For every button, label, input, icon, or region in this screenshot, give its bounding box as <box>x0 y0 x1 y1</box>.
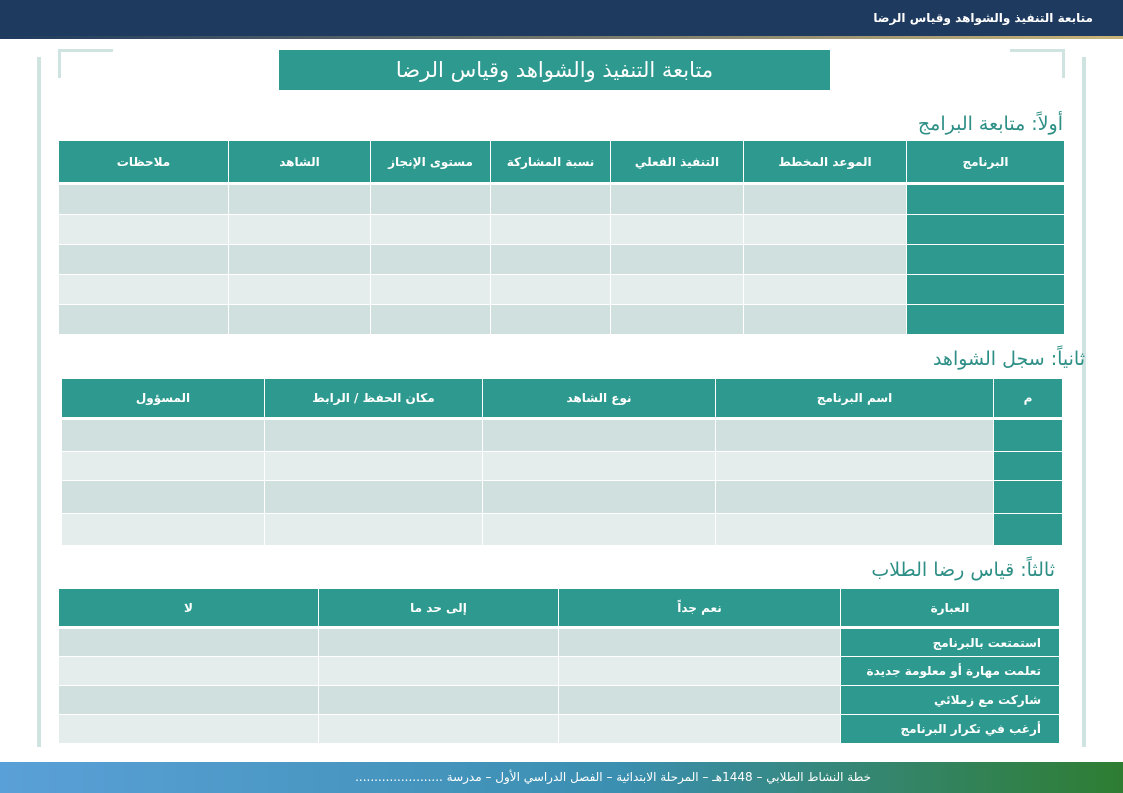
answer-cell[interactable] <box>59 629 318 656</box>
statement-cell: تعلمت مهارة أو معلومة جديدة <box>841 657 1059 685</box>
table-cell[interactable] <box>62 420 264 451</box>
table-row <box>59 305 1064 334</box>
header-title: متابعة التنفيذ والشواهد وقياس الرضا <box>873 11 1093 25</box>
table-cell[interactable] <box>229 275 370 304</box>
table-cell[interactable] <box>371 305 490 334</box>
answer-cell[interactable] <box>319 686 558 714</box>
table-cell[interactable] <box>716 481 993 513</box>
answer-cell[interactable] <box>319 657 558 685</box>
col-statement: العبارة <box>841 589 1059 626</box>
frame-left-border <box>37 57 41 747</box>
table-cell[interactable] <box>716 420 993 451</box>
table-row <box>59 275 1064 304</box>
table-cell[interactable] <box>265 452 482 480</box>
table-cell[interactable] <box>59 245 228 274</box>
answer-cell[interactable] <box>559 657 840 685</box>
number-cell[interactable] <box>994 452 1062 480</box>
table-cell[interactable] <box>59 305 228 334</box>
answer-cell[interactable] <box>559 686 840 714</box>
table-cell[interactable] <box>491 185 610 214</box>
table-cell[interactable] <box>491 275 610 304</box>
program-cell[interactable] <box>907 185 1064 214</box>
answer-cell[interactable] <box>319 629 558 656</box>
table-cell[interactable] <box>59 215 228 244</box>
frame-corner-left <box>58 49 113 78</box>
table-row <box>59 715 1059 743</box>
section1-title: أولاً: متابعة البرامج <box>917 113 1063 135</box>
program-cell[interactable] <box>907 275 1064 304</box>
table-cell[interactable] <box>371 185 490 214</box>
col-very-yes: نعم جداً <box>559 589 840 626</box>
answer-cell[interactable] <box>59 657 318 685</box>
answer-cell[interactable] <box>559 715 840 743</box>
table-row <box>59 657 1059 685</box>
answer-cell[interactable] <box>59 715 318 743</box>
table-cell[interactable] <box>744 245 906 274</box>
table-cell[interactable] <box>265 514 482 545</box>
table-cell[interactable] <box>371 245 490 274</box>
table-row <box>59 215 1064 244</box>
table-cell[interactable] <box>62 452 264 480</box>
program-cell[interactable] <box>907 215 1064 244</box>
table-cell[interactable] <box>229 185 370 214</box>
table-row <box>62 514 1062 545</box>
col-storage-link: مكان الحفظ / الرابط <box>265 379 482 417</box>
table-cell[interactable] <box>744 275 906 304</box>
table-cell[interactable] <box>265 420 482 451</box>
table-row <box>62 481 1062 513</box>
table-cell[interactable] <box>229 305 370 334</box>
table-cell[interactable] <box>611 245 743 274</box>
table-cell[interactable] <box>483 420 715 451</box>
table-cell[interactable] <box>716 514 993 545</box>
col-actual-execution: التنفيذ الفعلي <box>611 141 743 182</box>
table-cell[interactable] <box>744 215 906 244</box>
answer-cell[interactable] <box>559 629 840 656</box>
program-cell[interactable] <box>907 305 1064 334</box>
col-evidence-type: نوع الشاهد <box>483 379 715 417</box>
program-cell[interactable] <box>907 245 1064 274</box>
table-row <box>59 185 1064 214</box>
statement-cell: استمتعت بالبرنامج <box>841 629 1059 656</box>
number-cell[interactable] <box>994 420 1062 451</box>
table-cell[interactable] <box>371 275 490 304</box>
col-program: البرنامج <box>907 141 1064 182</box>
col-somewhat: إلى حد ما <box>319 589 558 626</box>
program-tracking-table <box>58 140 1065 335</box>
header-bar <box>0 0 1123 36</box>
frame-corner-right <box>1010 49 1065 78</box>
footer-bar <box>0 762 1123 793</box>
table-row <box>62 420 1062 451</box>
table-cell[interactable] <box>491 215 610 244</box>
table-row <box>62 452 1062 480</box>
header-accent-line <box>0 36 1123 39</box>
frame-right-border <box>1082 57 1086 747</box>
evidence-log-table <box>61 378 1063 546</box>
table-cell[interactable] <box>483 452 715 480</box>
section3-title: ثالثاً: قياس رضا الطلاب <box>871 559 1055 581</box>
col-notes: ملاحظات <box>59 141 228 182</box>
col-achievement-level: مستوى الإنجاز <box>371 141 490 182</box>
table-cell[interactable] <box>611 305 743 334</box>
table-cell[interactable] <box>229 215 370 244</box>
col-responsible: المسؤول <box>62 379 264 417</box>
table-cell[interactable] <box>371 215 490 244</box>
table-cell[interactable] <box>59 185 228 214</box>
table-cell[interactable] <box>59 275 228 304</box>
table-cell[interactable] <box>491 305 610 334</box>
section2-title: ثانياً: سجل الشواهد <box>932 348 1085 370</box>
number-cell[interactable] <box>994 481 1062 513</box>
table-cell[interactable] <box>483 514 715 545</box>
table-cell[interactable] <box>611 185 743 214</box>
table-cell[interactable] <box>491 245 610 274</box>
col-planned-date: الموعد المخطط <box>744 141 906 182</box>
number-cell[interactable] <box>994 514 1062 545</box>
footer-text: خطة النشاط الطلابي – 1448هـ – المرحلة الابتدائية – الفصل الدراسي الأول – مدرسة ....................... <box>355 770 871 784</box>
table-cell[interactable] <box>265 481 482 513</box>
table-cell[interactable] <box>62 514 264 545</box>
statement-cell: أرغب في تكرار البرنامج <box>841 715 1059 743</box>
page-title: متابعة التنفيذ والشواهد وقياس الرضا <box>279 50 830 90</box>
statement-cell: شاركت مع زملائي <box>841 686 1059 714</box>
col-number: م <box>994 379 1062 417</box>
col-evidence: الشاهد <box>229 141 370 182</box>
col-no: لا <box>59 589 318 626</box>
answer-cell[interactable] <box>59 686 318 714</box>
satisfaction-table <box>58 588 1060 744</box>
col-participation-rate: نسبة المشاركة <box>491 141 610 182</box>
col-program-name: اسم البرنامج <box>716 379 993 417</box>
table-row <box>59 686 1059 714</box>
table-cell[interactable] <box>483 481 715 513</box>
table-cell[interactable] <box>744 185 906 214</box>
table-cell[interactable] <box>716 452 993 480</box>
table-cell[interactable] <box>744 305 906 334</box>
answer-cell[interactable] <box>319 715 558 743</box>
table-cell[interactable] <box>62 481 264 513</box>
table-row <box>59 245 1064 274</box>
table-cell[interactable] <box>611 275 743 304</box>
table-row <box>59 629 1059 656</box>
table-cell[interactable] <box>229 245 370 274</box>
table-cell[interactable] <box>611 215 743 244</box>
